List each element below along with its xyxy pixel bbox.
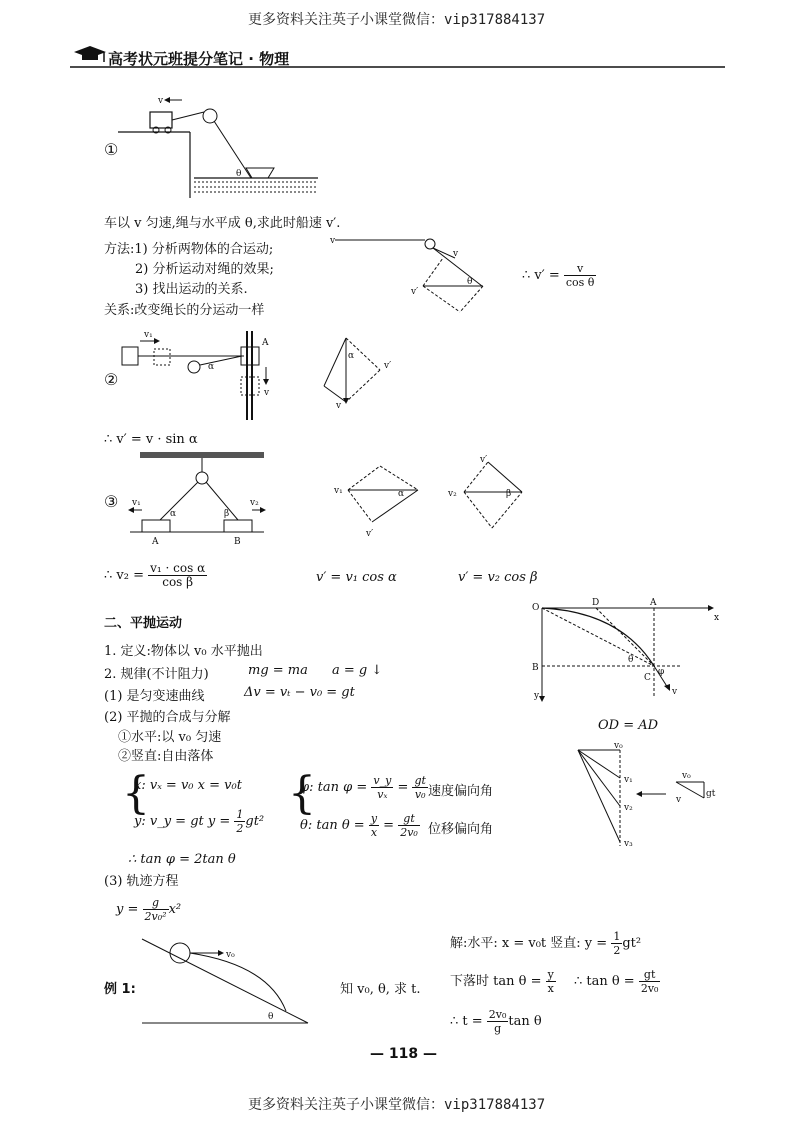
section3-vector-b bbox=[446, 452, 536, 537]
s3-v1: v₁ bbox=[132, 498, 141, 508]
s3-va-alpha: α bbox=[398, 489, 405, 499]
graph-B: B bbox=[532, 663, 539, 673]
projectile-p2: (2) 平抛的合成与分解 bbox=[104, 710, 231, 725]
ex1-theta: θ bbox=[268, 1012, 274, 1022]
s1-v-label: v bbox=[158, 96, 164, 106]
section3-vector-a bbox=[330, 460, 430, 540]
s1-v-rope: v bbox=[453, 249, 459, 259]
s2-alpha-label: α bbox=[208, 362, 215, 372]
section3-eq3: v′ = v₂ cos β bbox=[458, 570, 538, 585]
section1-problem: 车以 v 匀速,绳与水平成 θ,求此时船速 v′. bbox=[104, 216, 341, 231]
s2-alpha-vec: α bbox=[348, 351, 355, 361]
section1-label: ① bbox=[104, 140, 119, 159]
section3-eq2: v′ = v₁ cos α bbox=[316, 570, 397, 585]
example1-fall: 下落时 tan θ = $\frac{y}{x}$ ∴ tan θ = $\frac{gt}{\text{2v₀}}$ bbox=[450, 968, 659, 995]
section3-label: ③ bbox=[104, 492, 119, 511]
page-number: — 118 — bbox=[370, 1046, 437, 1062]
vec-small-gt: gt bbox=[706, 789, 716, 799]
s3-vb-beta: β bbox=[506, 489, 512, 499]
section1-method-1: 方法:1) 分析两物体的合运动; bbox=[104, 242, 274, 257]
vec-v0: v₀ bbox=[614, 741, 623, 751]
s1-theta-label: θ bbox=[236, 169, 242, 179]
section2-vector-diagram bbox=[318, 330, 418, 415]
graph-phi: φ bbox=[658, 667, 665, 677]
s3-v2: v₂ bbox=[250, 498, 259, 508]
projectile-definition: 1. 定义:物体以 v₀ 水平抛出 bbox=[104, 644, 263, 659]
od-ad: OD = AD bbox=[598, 718, 659, 733]
graph-C: C bbox=[644, 673, 651, 683]
s3-va-v1: v₁ bbox=[334, 486, 343, 496]
graduation-cap-icon bbox=[72, 44, 112, 68]
example1-solution: 解:水平: x = v₀t 竖直: y = $\frac{1}{2}$ gt² bbox=[450, 930, 642, 957]
example1-diagram bbox=[138, 935, 318, 1030]
projectile-p2-vertical: ②竖直:自由落体 bbox=[118, 749, 214, 764]
projectile-heading: 二、平抛运动 bbox=[104, 616, 183, 631]
s3-A: A bbox=[152, 537, 159, 547]
sys-x: x: vₓ = v₀ x = v₀t bbox=[134, 778, 242, 793]
theta-eq: θ: tan θ = $\frac{y}{x}$ = $\frac{gt}{\text{2v₀}}$ bbox=[300, 812, 418, 839]
section2-label: ② bbox=[104, 370, 119, 389]
section1-method-2: 2) 分析运动对绳的效果; bbox=[135, 262, 274, 277]
s3-vb-v2: v₂ bbox=[448, 489, 457, 499]
header-rule bbox=[70, 66, 730, 70]
s3-va-vprime: v′ bbox=[366, 529, 374, 539]
trajectory-eq: y = $\frac{g}{\text{2v₀²}}$ x² bbox=[116, 896, 182, 923]
section1-method-3: 3) 找出运动的关系. bbox=[135, 282, 248, 297]
graph-A: A bbox=[650, 598, 657, 608]
vec-small-v0: v₀ bbox=[682, 771, 691, 781]
section3-result: ∴ v₂ = $\frac{\text{v₁ · cos α}}{\text{cos β}}$ bbox=[104, 561, 206, 589]
sys-y: y: v_y = gt y = $\frac{1}{2}$ gt² bbox=[134, 808, 265, 835]
s2-v-vec: v bbox=[336, 401, 342, 411]
projectile-rule-eq1: mg = ma bbox=[248, 663, 308, 678]
section1-relation: 关系:改变绳长的分运动一样 bbox=[104, 303, 265, 318]
s3-beta: β bbox=[224, 509, 230, 519]
header-title: 高考状元班提分笔记 · 物理 bbox=[108, 50, 290, 68]
velocity-vector-diagram bbox=[572, 742, 732, 852]
projectile-p1: (1) 是匀变速曲线 bbox=[104, 689, 205, 704]
section3-diagram bbox=[126, 450, 276, 550]
s2-vprime: v′ bbox=[384, 361, 392, 371]
section1-vector-diagram bbox=[325, 230, 495, 320]
graph-O: O bbox=[532, 603, 540, 613]
projectile-p2-horizontal: ①水平:以 v₀ 匀速 bbox=[118, 730, 222, 745]
vec-v3: v₃ bbox=[624, 839, 633, 849]
section2-result: ∴ v′ = v · sin α bbox=[104, 432, 198, 447]
watermark-top: 更多资料关注英子小课堂微信：vip317884137 bbox=[248, 12, 546, 28]
section1-result: ∴ v′ = $\frac{v}{\text{cos θ}}$ bbox=[522, 262, 595, 289]
graph-v: v bbox=[672, 687, 678, 697]
phi-eq: φ: tan φ = $\frac{v\_y}{\text{vₓ}}$ = $\frac{gt}{\text{v₀}}$ bbox=[300, 774, 426, 801]
s1-v-top: v bbox=[330, 236, 336, 246]
theta-label: 位移偏向角 bbox=[428, 822, 494, 837]
s1-theta-vec: θ bbox=[467, 277, 473, 287]
s2-v1: v₁ bbox=[144, 330, 153, 340]
section2-diagram bbox=[118, 325, 278, 430]
s3-alpha: α bbox=[170, 509, 177, 519]
vec-v1: v₁ bbox=[624, 775, 633, 785]
s2-v: v bbox=[264, 388, 270, 398]
graph-D: D bbox=[592, 598, 600, 608]
example1-label: 例 1: bbox=[104, 982, 136, 997]
ex1-v0: v₀ bbox=[226, 950, 235, 960]
projectile-p3: (3) 轨迹方程 bbox=[104, 874, 179, 889]
projectile-rule-eq2: a = g ↓ bbox=[332, 663, 383, 678]
graph-theta: θ bbox=[628, 655, 634, 665]
watermark-bottom: 更多资料关注英子小课堂微信：vip317884137 bbox=[248, 1097, 546, 1113]
vec-v2: v₂ bbox=[624, 803, 633, 813]
s3-B: B bbox=[234, 537, 241, 547]
example1-known: 知 v₀, θ, 求 t. bbox=[340, 982, 421, 997]
section1-diagram bbox=[118, 90, 328, 200]
example1-t: ∴ t = $\frac{\text{2v₀}}{g}$ tan θ bbox=[450, 1008, 542, 1035]
s2-A: A bbox=[262, 338, 269, 348]
graph-y: y bbox=[534, 691, 540, 701]
projectile-rule: 2. 规律(不计阻力) bbox=[104, 667, 209, 682]
left-brace: { bbox=[122, 768, 150, 819]
right-brace: { bbox=[288, 768, 316, 819]
trajectory-graph bbox=[530, 598, 730, 713]
s1-vprime: v′ bbox=[411, 287, 419, 297]
projectile-p1-eq: Δv = vₜ − v₀ = gt bbox=[244, 685, 355, 700]
graph-x: x bbox=[714, 613, 720, 623]
s3-vb-vprime: v′ bbox=[480, 455, 488, 465]
tan-relation: ∴ tan φ = 2tan θ bbox=[128, 852, 236, 867]
phi-label: 速度偏向角 bbox=[428, 784, 494, 799]
vec-small-v: v bbox=[676, 795, 682, 805]
